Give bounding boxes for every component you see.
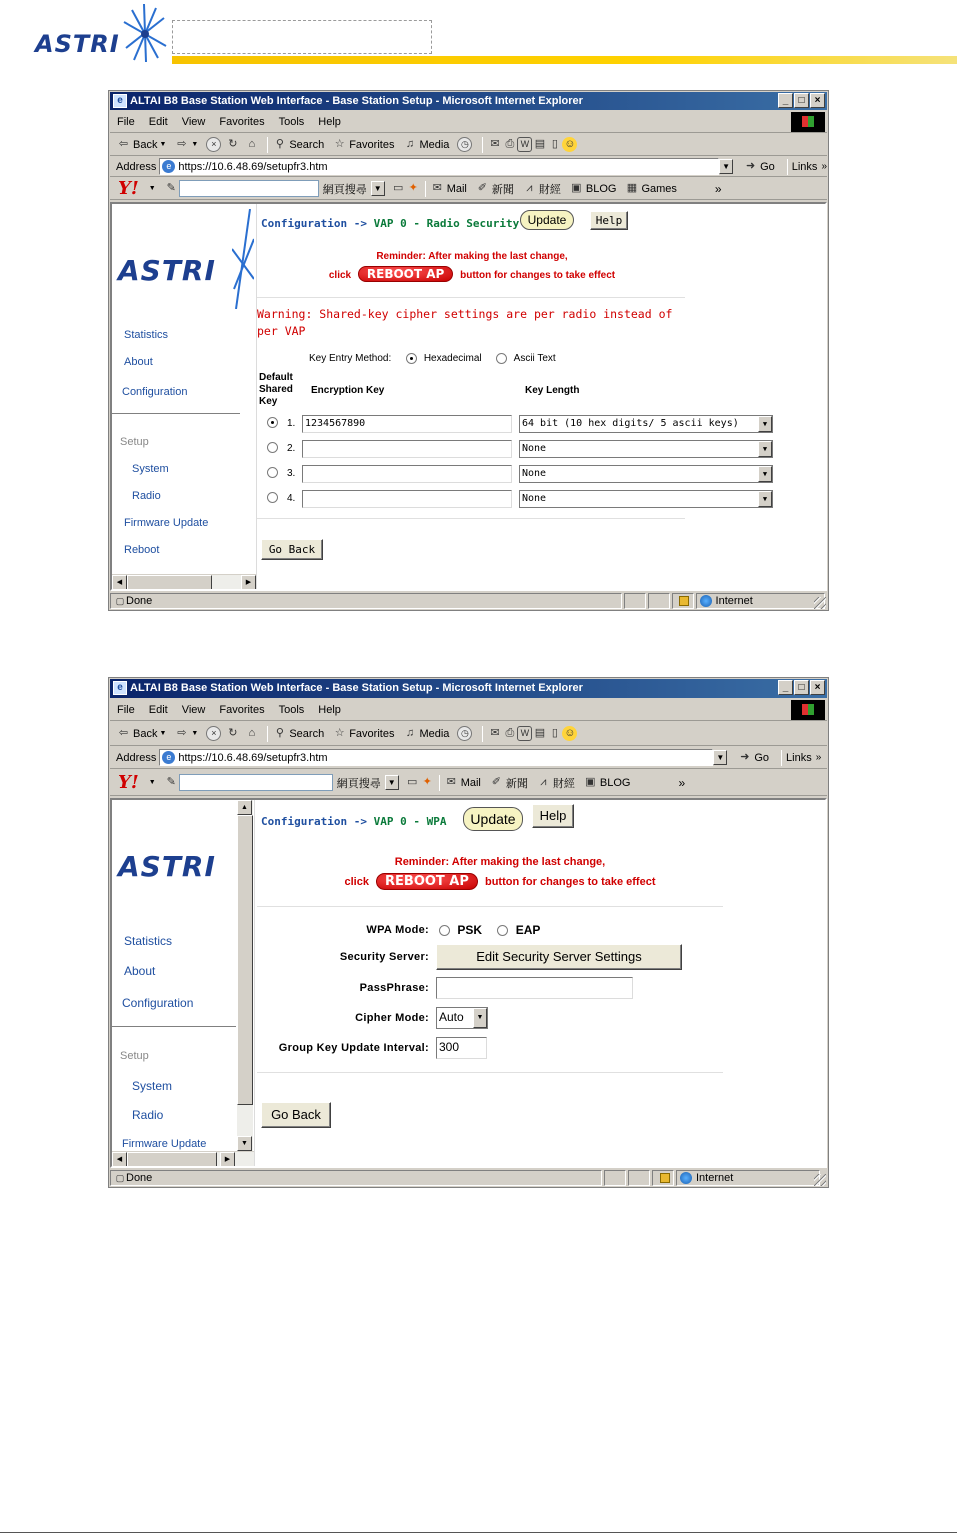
globe-icon xyxy=(700,595,712,607)
window-title: ALTAI B8 Base Station Web Interface - Base Station Setup - Microsoft Internet Explorer xyxy=(130,682,583,694)
reboot-ap-button[interactable]: REBOOT AP xyxy=(376,873,478,890)
default-key-radio-1[interactable] xyxy=(267,417,278,428)
forward-arrow-icon: ⇨ xyxy=(177,727,187,739)
maximize-button[interactable]: □ xyxy=(794,680,809,695)
pencil-icon[interactable]: ✎ xyxy=(166,776,176,788)
toolbar-divider xyxy=(787,159,788,175)
divider-bottom xyxy=(257,1072,723,1073)
key-number: 3. xyxy=(287,468,296,479)
reminder-line-2: click REBOOT AP button for changes to take effect xyxy=(328,267,616,281)
yahoo-more-button[interactable]: » xyxy=(714,181,722,196)
media-button[interactable]: ♫ Media xyxy=(402,137,449,152)
reminder-line-1: Reminder: After making the last change, xyxy=(394,856,606,868)
window-title: ALTAI B8 Base Station Web Interface - Base Station Setup - Microsoft Internet Explorer xyxy=(130,95,583,107)
messenger-icon[interactable]: ☺ xyxy=(564,727,576,739)
menu-tools[interactable]: Tools xyxy=(278,115,305,128)
scroll-up-button[interactable]: ▲ xyxy=(237,800,252,815)
key-number: 1. xyxy=(287,418,296,429)
globe-icon xyxy=(680,1172,692,1184)
yahoo-search-button[interactable]: 網頁搜尋 xyxy=(336,777,381,790)
page-content xyxy=(110,798,827,1168)
key-length-select-3[interactable]: None ▼ xyxy=(519,465,773,483)
help-button[interactable]: Help xyxy=(590,211,628,230)
scroll-thumb[interactable] xyxy=(127,1152,217,1167)
toolbar-divider xyxy=(439,775,440,791)
key-length-select-1[interactable]: 64 bit (10 hex digits/ 5 ascii keys) ▼ xyxy=(519,415,773,433)
status-progress-cell xyxy=(604,1170,626,1186)
update-button[interactable]: Update xyxy=(463,807,523,831)
yahoo-search-dropdown[interactable]: ▼ xyxy=(385,775,399,790)
maximize-button[interactable]: □ xyxy=(794,93,809,108)
scroll-down-button[interactable]: ▼ xyxy=(237,1136,252,1151)
toolbar xyxy=(110,134,827,156)
status-lock-cell xyxy=(652,1170,674,1186)
lock-icon xyxy=(660,1173,670,1183)
sidebar-astri-logo: ASTRI xyxy=(118,254,216,287)
passphrase-input[interactable] xyxy=(436,977,633,999)
blog-icon: ▣ xyxy=(585,776,596,788)
chevron-down-icon: ▼ xyxy=(191,730,199,737)
yahoo-news-button[interactable]: ✐ 新聞 xyxy=(489,775,528,791)
page-done-icon: ▢ xyxy=(115,596,125,606)
chevron-down-icon: ▼ xyxy=(473,1008,487,1028)
sidebar-setup-heading: Setup xyxy=(120,436,149,448)
divider-bottom xyxy=(257,518,685,519)
highlight-icon[interactable]: ✦ xyxy=(408,182,418,194)
status-text-cell xyxy=(110,593,622,609)
astri-logo: ASTRI xyxy=(35,30,120,58)
mail-icon: ✉ xyxy=(432,182,442,194)
astri-star-icon xyxy=(232,209,254,309)
layout-icon[interactable]: ▭ xyxy=(407,776,418,788)
sidebar-item-about[interactable]: About xyxy=(124,964,156,978)
header-placeholder-box xyxy=(172,20,432,54)
forward-button[interactable] xyxy=(174,726,198,741)
links-more-icon[interactable]: » xyxy=(821,161,827,172)
yahoo-blog-button[interactable]: ▣ BLOG xyxy=(583,775,631,790)
sidebar-item-system[interactable]: System xyxy=(132,1079,173,1093)
zone-text: Internet xyxy=(696,1172,734,1184)
resize-grip-icon[interactable] xyxy=(814,1174,826,1186)
scroll-right-button[interactable]: ▶ xyxy=(220,1152,235,1167)
menu-help[interactable]: Help xyxy=(318,703,341,716)
yahoo-logo[interactable]: Y! xyxy=(118,772,139,793)
go-arrow-icon: ➜ xyxy=(745,160,756,172)
yahoo-search-input[interactable] xyxy=(179,774,333,791)
status-bar xyxy=(110,592,827,610)
toolbar-divider xyxy=(267,726,268,742)
encryption-key-input-4[interactable] xyxy=(302,490,512,508)
research-icon[interactable]: ▯ xyxy=(551,727,558,739)
address-bar xyxy=(110,747,827,769)
cipher-mode-select[interactable]: Auto ▼ xyxy=(436,1007,488,1029)
address-input[interactable]: e https://10.6.48.69/setupfr3.htm xyxy=(159,158,719,175)
search-icon: ⚲ xyxy=(275,138,284,150)
key-number: 2. xyxy=(287,443,296,454)
sidebar-item-reboot[interactable]: Reboot xyxy=(124,544,160,556)
page-footer-rule xyxy=(0,1532,957,1533)
stop-icon[interactable]: × xyxy=(206,137,221,152)
document-header xyxy=(0,0,957,70)
games-icon: ▦ xyxy=(626,182,638,194)
title-bar xyxy=(110,92,827,110)
group-key-interval-label: Group Key Update Interval: xyxy=(278,1042,429,1054)
sidebar-setup-heading: Setup xyxy=(120,1050,149,1062)
yahoo-blog-button[interactable]: ▣ BLOG xyxy=(569,181,617,196)
yahoo-toolbar xyxy=(110,770,827,796)
chart-icon: ⩘ xyxy=(540,776,547,788)
pencil-icon[interactable]: ✎ xyxy=(166,182,176,194)
reminder-line-1: Reminder: After making the last change, xyxy=(376,251,568,262)
security-server-label: Security Server: xyxy=(339,951,429,963)
page-icon: e xyxy=(162,751,175,764)
toolbar-divider xyxy=(425,181,426,197)
news-icon: ✐ xyxy=(491,776,501,788)
address-dropdown-button[interactable]: ▼ xyxy=(719,159,733,174)
media-icon: ♫ xyxy=(405,727,415,739)
links-button[interactable]: Links xyxy=(786,751,812,764)
home-icon[interactable]: ⌂ xyxy=(248,727,256,739)
menu-edit[interactable]: Edit xyxy=(148,703,168,716)
status-text: Done xyxy=(126,595,153,607)
back-arrow-icon: ⇦ xyxy=(118,727,129,739)
highlight-icon[interactable]: ✦ xyxy=(422,776,432,788)
scroll-thumb[interactable] xyxy=(127,575,212,590)
wpa-mode-options: PSK EAP xyxy=(439,923,540,937)
toolbar xyxy=(110,722,827,746)
star-icon: ☆ xyxy=(334,138,345,150)
ie-icon: e xyxy=(113,681,127,695)
toolbar-divider xyxy=(482,726,483,742)
sidebar-divider xyxy=(112,413,240,414)
history-icon[interactable]: ◷ xyxy=(457,726,472,741)
page-done-icon: ▢ xyxy=(115,1173,125,1183)
breadcrumb xyxy=(261,815,446,828)
browser-window-wpa xyxy=(108,677,829,1188)
astri-star-icon xyxy=(118,2,170,66)
mail-icon[interactable]: ✉ xyxy=(490,727,500,739)
breadcrumb-prefix: Configuration -> xyxy=(261,815,367,828)
chevron-down-icon[interactable]: ▼ xyxy=(148,185,156,192)
zone-text: Internet xyxy=(715,595,753,607)
wpa-mode-label: WPA Mode: xyxy=(366,924,429,936)
yahoo-toolbar xyxy=(110,178,827,200)
go-arrow-icon: ➜ xyxy=(740,751,750,763)
chevron-down-icon: ▼ xyxy=(191,141,199,148)
go-back-button[interactable]: Go Back xyxy=(261,539,323,560)
column-key-length: Key Length xyxy=(525,385,580,396)
chevron-down-icon: ▼ xyxy=(159,730,167,737)
windows-logo-icon xyxy=(791,112,825,132)
encryption-key-input-2[interactable] xyxy=(302,440,512,458)
default-key-radio-2[interactable] xyxy=(267,442,278,453)
status-progress-cell xyxy=(624,593,646,609)
yahoo-finance-button[interactable]: ⩘ 財經 xyxy=(522,181,561,197)
back-arrow-icon: ⇦ xyxy=(118,138,129,150)
word-icon[interactable]: W xyxy=(517,726,532,741)
header-accent-bar xyxy=(172,56,957,64)
browser-window-radio-security xyxy=(108,90,829,611)
home-icon[interactable]: ⌂ xyxy=(248,138,256,150)
column-default-key: Default Shared Key xyxy=(259,372,293,407)
reboot-ap-button[interactable]: REBOOT AP xyxy=(358,266,453,282)
ie-icon: e xyxy=(113,94,127,108)
sidebar-item-about[interactable]: About xyxy=(124,356,153,368)
chart-icon: ⩘ xyxy=(526,182,533,194)
cipher-mode-label: Cipher Mode: xyxy=(355,1012,429,1024)
sidebar-horizontal-scrollbar[interactable] xyxy=(112,574,256,589)
menu-view[interactable]: View xyxy=(181,115,206,128)
column-encryption-key: Encryption Key xyxy=(311,385,385,396)
print-icon[interactable]: ⎙ xyxy=(505,727,515,739)
title-bar xyxy=(110,679,827,698)
research-icon[interactable]: ▯ xyxy=(551,138,558,150)
lock-icon xyxy=(679,596,689,606)
resize-grip-icon[interactable] xyxy=(814,597,826,609)
address-label: Address xyxy=(116,751,157,764)
group-key-interval-input[interactable]: 300 xyxy=(436,1037,487,1059)
search-icon: ⚲ xyxy=(275,727,284,739)
sidebar xyxy=(112,800,255,1166)
mail-icon: ✉ xyxy=(446,776,456,788)
breadcrumb-page: VAP 0 - WPA xyxy=(373,815,447,828)
back-button[interactable]: ⇦ Back ▼ xyxy=(116,137,166,152)
windows-logo-icon xyxy=(791,700,825,720)
edit-security-server-button[interactable]: Edit Security Server Settings xyxy=(436,944,682,970)
psk-radio[interactable] xyxy=(439,925,450,936)
yahoo-logo[interactable]: Y! xyxy=(118,178,139,199)
chevron-down-icon[interactable]: ▼ xyxy=(148,779,156,786)
menu-bar xyxy=(110,699,827,721)
forward-button[interactable] xyxy=(174,137,198,152)
encryption-key-input-1[interactable]: 1234567890 xyxy=(302,415,512,433)
page-icon: e xyxy=(162,160,175,173)
menu-edit[interactable]: Edit xyxy=(148,115,168,128)
media-button[interactable]: ♫ Media xyxy=(402,726,449,741)
minimize-button[interactable]: _ xyxy=(778,93,793,108)
print-icon[interactable]: ⎙ xyxy=(505,138,515,150)
menu-tools[interactable]: Tools xyxy=(278,703,305,716)
sidebar-item-configuration[interactable]: Configuration xyxy=(122,996,194,1010)
passphrase-label: PassPhrase: xyxy=(359,982,429,994)
menu-bar xyxy=(110,111,827,133)
key-number: 4. xyxy=(287,493,296,504)
search-button[interactable]: ⚲ Search xyxy=(272,726,324,741)
scroll-left-button[interactable]: ◀ xyxy=(112,1152,127,1167)
sidebar-item-configuration[interactable]: Configuration xyxy=(122,386,188,398)
links-more-icon[interactable]: » xyxy=(815,752,822,763)
eap-radio[interactable] xyxy=(497,925,508,936)
discuss-icon[interactable]: ▤ xyxy=(534,727,546,739)
menu-favorites[interactable]: Favorites xyxy=(219,115,265,128)
key-row-4 xyxy=(267,491,296,504)
address-dropdown-button[interactable]: ▼ xyxy=(713,750,727,765)
main-panel xyxy=(255,800,825,1166)
breadcrumb-page: VAP 0 - Radio Security xyxy=(373,217,520,230)
stop-icon[interactable]: × xyxy=(206,726,221,741)
mail-icon[interactable]: ✉ xyxy=(490,138,500,150)
status-zone-cell xyxy=(676,1170,820,1186)
divider-top xyxy=(257,906,723,907)
close-button[interactable]: × xyxy=(810,93,825,108)
yahoo-search-button[interactable]: 網頁搜尋 xyxy=(322,183,367,196)
yahoo-search-dropdown[interactable]: ▼ xyxy=(371,181,385,196)
page-content xyxy=(110,202,827,591)
breadcrumb xyxy=(261,217,519,230)
layout-icon[interactable]: ▭ xyxy=(393,182,404,194)
toolbar-divider xyxy=(482,137,483,153)
divider-top xyxy=(257,297,685,298)
chevron-down-icon: ▼ xyxy=(758,416,772,432)
menu-file[interactable]: File xyxy=(117,703,135,716)
warning-text: Warning: Shared-key cipher settings are per radio instead of per VAP xyxy=(257,307,673,338)
sidebar-item-statistics[interactable]: Statistics xyxy=(124,934,173,948)
breadcrumb-prefix: Configuration -> xyxy=(261,217,367,230)
ascii-radio[interactable] xyxy=(496,353,507,364)
status-blank-cell xyxy=(628,1170,650,1186)
refresh-icon[interactable]: ↻ xyxy=(228,138,238,150)
status-blank-cell xyxy=(648,593,670,609)
main-panel xyxy=(257,204,825,589)
scroll-thumb[interactable] xyxy=(237,815,253,1105)
favorites-button[interactable]: ☆ Favorites xyxy=(332,137,394,152)
sidebar-item-radio[interactable]: Radio xyxy=(132,490,161,502)
links-button[interactable]: Links xyxy=(791,160,818,173)
status-text: Done xyxy=(126,1172,153,1184)
key-length-select-4[interactable]: None ▼ xyxy=(519,490,773,508)
chevron-down-icon: ▼ xyxy=(758,466,772,482)
media-icon: ♫ xyxy=(405,138,415,150)
sidebar-divider xyxy=(112,1026,236,1027)
sidebar-vertical-scrollbar[interactable] xyxy=(237,800,253,1151)
toolbar-divider xyxy=(267,137,268,153)
address-input[interactable]: e https://10.6.48.69/setupfr3.htm xyxy=(159,749,713,766)
menu-file[interactable]: File xyxy=(117,115,135,128)
menu-help[interactable]: Help xyxy=(318,115,341,128)
status-zone-cell xyxy=(696,593,825,609)
yahoo-finance-button[interactable]: ⩘ 財經 xyxy=(536,775,575,791)
yahoo-games-button[interactable]: ▦ Games xyxy=(624,181,676,196)
forward-arrow-icon: ⇨ xyxy=(177,138,187,150)
toolbar-divider xyxy=(781,750,782,766)
minimize-button[interactable]: _ xyxy=(778,680,793,695)
messenger-icon[interactable]: ☺ xyxy=(564,138,576,150)
yahoo-mail-button[interactable]: ✉ Mail xyxy=(430,181,467,196)
key-entry-label: Key Entry Method: xyxy=(309,353,392,365)
chevron-down-icon: ▼ xyxy=(758,491,772,507)
key-row-1 xyxy=(267,416,296,429)
refresh-icon[interactable]: ↻ xyxy=(228,727,238,739)
hex-radio[interactable] xyxy=(406,353,417,364)
sidebar-item-radio[interactable]: Radio xyxy=(132,1108,164,1122)
reminder-line-2: click REBOOT AP button for changes to take effect xyxy=(344,874,656,889)
default-key-radio-4[interactable] xyxy=(267,492,278,503)
history-icon[interactable]: ◷ xyxy=(457,137,472,152)
sidebar-item-statistics[interactable]: Statistics xyxy=(124,329,169,341)
chevron-down-icon: ▼ xyxy=(758,441,772,457)
key-length-select-2[interactable]: None ▼ xyxy=(519,440,773,458)
favorites-button[interactable]: ☆ Favorites xyxy=(332,726,394,741)
star-icon: ☆ xyxy=(334,727,345,739)
menu-favorites[interactable]: Favorites xyxy=(219,703,265,716)
sidebar-item-firmware-update[interactable]: Firmware Update xyxy=(124,517,209,529)
status-text-cell xyxy=(110,1170,602,1186)
word-icon[interactable]: W xyxy=(517,137,532,152)
discuss-icon[interactable]: ▤ xyxy=(534,138,546,150)
scroll-right-button[interactable]: ▶ xyxy=(241,575,256,590)
news-icon: ✐ xyxy=(477,182,487,194)
scroll-left-button[interactable]: ◀ xyxy=(112,575,127,590)
update-button[interactable]: Update xyxy=(520,210,574,230)
address-bar xyxy=(110,157,827,177)
yahoo-news-button[interactable]: ✐ 新聞 xyxy=(475,181,514,197)
chevron-down-icon: ▼ xyxy=(159,141,167,148)
search-button[interactable]: ⚲ Search xyxy=(272,137,324,152)
sidebar-item-firmware-update[interactable]: Firmware Update xyxy=(122,1138,207,1150)
menu-view[interactable]: View xyxy=(181,703,206,716)
sidebar xyxy=(112,204,257,589)
help-button[interactable]: Help xyxy=(532,804,574,828)
sidebar-item-system[interactable]: System xyxy=(132,463,169,475)
key-entry-method: Key Entry Method: Hexadecimal Ascii Text xyxy=(309,353,556,365)
key-row-3 xyxy=(267,466,296,479)
back-button[interactable]: ⇦ Back ▼ xyxy=(116,726,166,741)
close-button[interactable]: × xyxy=(810,680,825,695)
yahoo-more-button[interactable]: » xyxy=(678,775,686,790)
status-bar xyxy=(110,1169,827,1187)
yahoo-mail-button[interactable]: ✉ Mail xyxy=(444,775,481,790)
sidebar-horizontal-scrollbar[interactable] xyxy=(112,1151,254,1166)
sidebar-astri-logo: ASTRI xyxy=(118,850,216,883)
go-button[interactable]: ➜ Go xyxy=(737,750,769,765)
default-key-radio-3[interactable] xyxy=(267,467,278,478)
go-button[interactable]: ➜ Go xyxy=(743,159,775,174)
yahoo-search-input[interactable] xyxy=(179,180,319,197)
blog-icon: ▣ xyxy=(571,182,582,194)
encryption-key-input-3[interactable] xyxy=(302,465,512,483)
status-lock-cell xyxy=(672,593,694,609)
go-back-button[interactable]: Go Back xyxy=(261,1102,331,1128)
address-label: Address xyxy=(116,160,157,173)
key-row-2 xyxy=(267,441,296,454)
